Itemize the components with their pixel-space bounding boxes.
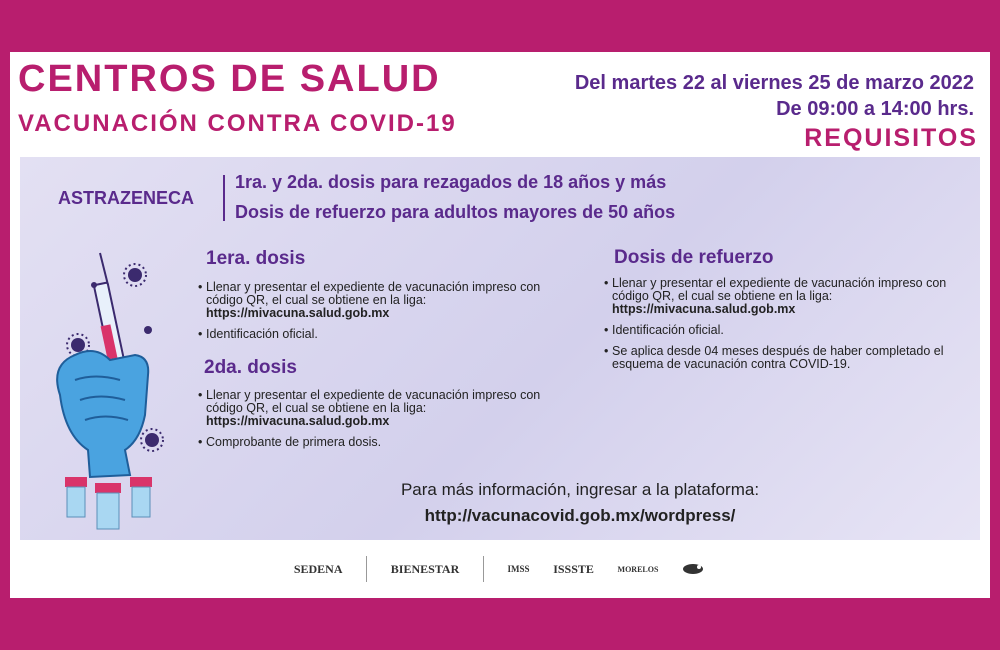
- logo-strip: [282, 547, 716, 591]
- mivacuna-link[interactable]: https://mivacuna.salud.gob.mx: [206, 414, 390, 428]
- first-dose-item-2: • Identificación oficial.: [198, 328, 566, 341]
- title-vacunacion: VACUNACIÓN CONTRA COVID-19: [18, 110, 457, 137]
- more-info-text: Para más información, ingresar a la plataforma:: [400, 480, 760, 499]
- imss-logo: IMSS: [507, 564, 530, 574]
- first-dose-list: [198, 281, 566, 349]
- second-dose-list: [198, 389, 566, 457]
- booster-list: [604, 277, 972, 379]
- booster-item-1: • Llenar y presentar el expediente de vacunación impreso con código QR, el cual se obtiene en la liga: https://mivacuna.salud.gob.mx: [604, 277, 972, 316]
- bienestar-logo: BIENESTAR: [390, 561, 460, 576]
- vaccine-illustration-icon: [40, 245, 180, 535]
- booster-item-3: • Se aplica desde 04 meses después de haber completado el esquema de vacunación contra COVID-19.: [604, 345, 952, 371]
- title-centros-de-salud: CENTROS DE SALUD: [18, 58, 441, 100]
- glove-hand-icon: [57, 351, 148, 477]
- second-dose-item-2: • Comprobante de primera dosis.: [198, 436, 566, 449]
- booster-item-2: • Identificación oficial.: [604, 324, 972, 337]
- time-range: De 09:00 a 14:00 hrs.: [776, 98, 974, 120]
- vaccine-name: ASTRAZENECA: [58, 188, 195, 208]
- date-range: Del martes 22 al viernes 25 de marzo 2022: [574, 72, 974, 94]
- vial-icons: [65, 477, 152, 529]
- first-dose-heading: 1era. dosis: [206, 248, 306, 269]
- vaccine-line-2: Dosis de refuerzo para adultos mayores de 50 años: [235, 202, 676, 222]
- second-dose-heading: 2da. dosis: [204, 357, 297, 378]
- brigada-logo-icon: [682, 561, 704, 577]
- logo-divider: [366, 556, 367, 582]
- requirements-heading: REQUISITOS: [804, 124, 978, 152]
- vaccine-line-1: 1ra. y 2da. dosis para rezagados de 18 años y más: [235, 172, 667, 192]
- morelos-logo: MORELOS: [617, 564, 659, 574]
- vaccine-divider: [223, 175, 225, 221]
- logo-divider: [483, 556, 484, 582]
- mivacuna-link[interactable]: https://mivacuna.salud.gob.mx: [612, 302, 796, 316]
- platform-link[interactable]: http://vacunacovid.gob.mx/wordpress/: [424, 506, 736, 525]
- second-dose-item-1: • Llenar y presentar el expediente de vacunación impreso con código QR, el cual se obtiene en la liga: https://mivacuna.salud.gob.mx: [198, 389, 566, 428]
- issste-logo: ISSSTE: [553, 561, 594, 576]
- mivacuna-link[interactable]: https://mivacuna.salud.gob.mx: [206, 306, 390, 320]
- booster-heading: Dosis de refuerzo: [614, 247, 774, 268]
- first-dose-item-1: • Llenar y presentar el expediente de vacunación impreso con código QR, el cual se obtiene en la liga: https://mivacuna.salud.gob.mx: [198, 281, 566, 320]
- sedena-logo: SEDENA: [293, 561, 343, 576]
